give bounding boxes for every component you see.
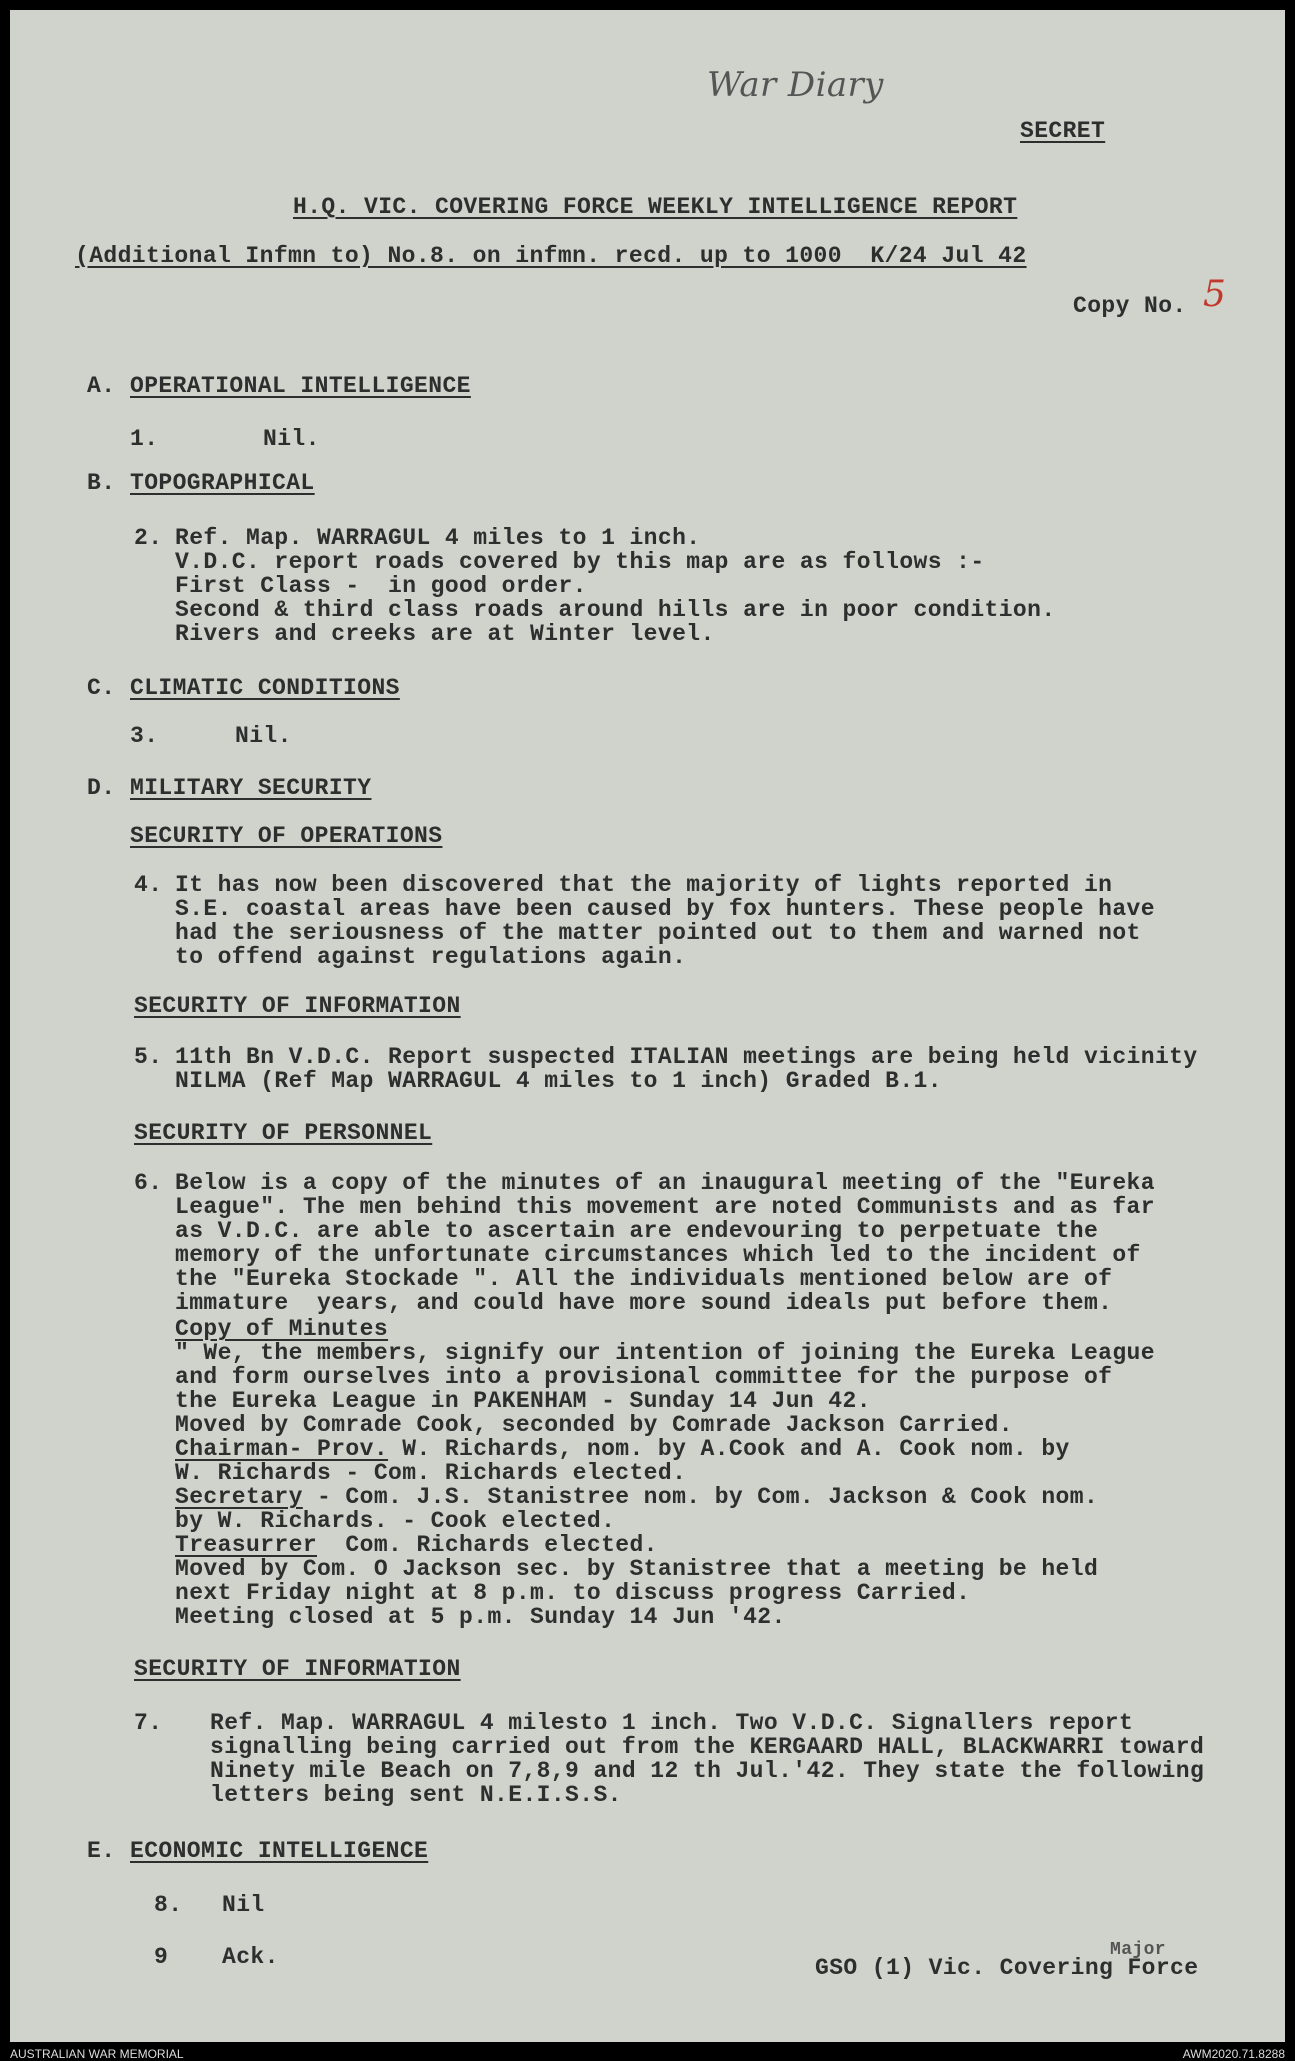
item-5-line: NILMA (Ref Map WARRAGUL 4 miles to 1 inch) Graded B.1. — [175, 1068, 942, 1094]
minutes-heading: Copy of Minutes — [175, 1316, 389, 1342]
copy-number: 5 — [1203, 274, 1227, 315]
item-2-line: First Class - in good order. — [175, 573, 587, 599]
item-4-number: 4. — [134, 872, 163, 898]
section-c-heading: CLIMATIC CONDITIONS — [130, 675, 400, 701]
section-d-letter: D. — [87, 775, 116, 801]
treasurer-text: Com. Richards elected. — [317, 1532, 658, 1558]
item-6-line: the "Eureka Stockade ". All the individuals mentioned below are of — [175, 1266, 1113, 1292]
item-5-line: 11th Bn V.D.C. Report suspected ITALIAN meetings are being held vicinity — [175, 1044, 1198, 1070]
minutes-line: and form ourselves into a provisional committee for the purpose of — [175, 1364, 1113, 1390]
item-7-line: letters being sent N.E.I.S.S. — [210, 1782, 622, 1808]
item-7-line: Ref. Map. WARRAGUL 4 milesto 1 inch. Two V.D.C. Signallers report — [210, 1710, 1134, 1736]
minutes-treasurer-line — [175, 1532, 658, 1558]
footer-right: AWM2020.71.8288 — [1182, 2047, 1285, 2061]
item-3-text: Nil. — [235, 723, 292, 749]
subheading-security-of-information: SECURITY OF INFORMATION — [134, 993, 461, 1019]
item-6-line: immature years, and could have more sound ideals put before them. — [175, 1290, 1113, 1316]
signature-block: GSO (1) Vic. Covering Force — [815, 1955, 1199, 1981]
minutes-line: Meeting closed at 5 p.m. Sunday 14 Jun '42. — [175, 1604, 786, 1630]
item-7-line: signalling being carried out from the KERGAARD HALL, BLACKWARRI toward — [210, 1734, 1205, 1760]
copy-label: Copy No. — [1073, 293, 1187, 319]
item-3-number: 3. — [130, 723, 159, 749]
item-6-line: as V.D.C. are able to ascertain are endevouring to perpetuate the — [175, 1218, 1099, 1244]
item-2-line: Second & third class roads around hills are in poor condition. — [175, 597, 1056, 623]
footer-left: AUSTRALIAN WAR MEMORIAL — [10, 2047, 184, 2061]
item-7-line: Ninety mile Beach on 7,8,9 and 12 th Jul.'42. They state the following — [210, 1758, 1205, 1784]
item-6-line: memory of the unfortunate circumstances which led to the incident of — [175, 1242, 1141, 1268]
minutes-line: Moved by Com. O Jackson sec. by Stanistree that a meeting be held — [175, 1556, 1099, 1582]
subheading-security-of-information-2: SECURITY OF INFORMATION — [134, 1656, 461, 1682]
section-a-letter: A. — [87, 373, 116, 399]
item-4-line: had the seriousness of the matter pointed out to them and warned not — [175, 920, 1141, 946]
minutes-line: W. Richards - Com. Richards elected. — [175, 1460, 687, 1486]
report-title: H.Q. VIC. COVERING FORCE WEEKLY INTELLIGENCE REPORT — [293, 194, 1018, 220]
item-9-number: 9 — [154, 1944, 169, 1970]
minutes-line: " We, the members, signify our intention of joining the Eureka League — [175, 1340, 1155, 1366]
chairman-text: W. Richards, nom. by A.Cook and A. Cook nom. by — [388, 1436, 1070, 1462]
treasurer-label: Treasurrer — [175, 1532, 318, 1558]
section-a-heading: OPERATIONAL INTELLIGENCE — [130, 373, 471, 399]
section-b-heading: TOPOGRAPHICAL — [130, 470, 315, 496]
item-4-line: S.E. coastal areas have been caused by fox hunters. These people have — [175, 896, 1155, 922]
classification-label: SECRET — [1020, 118, 1106, 144]
secretary-label: Secretary — [175, 1484, 303, 1510]
item-2-line: V.D.C. report roads covered by this map are as follows :- — [175, 549, 985, 575]
item-9-text: Ack. — [222, 1944, 279, 1970]
item-5-number: 5. — [134, 1044, 163, 1070]
subheading-security-of-personnel: SECURITY OF PERSONNEL — [134, 1120, 433, 1146]
minutes-line: Moved by Comrade Cook, seconded by Comrade Jackson Carried. — [175, 1412, 1013, 1438]
item-4-line: to offend against regulations again. — [175, 944, 687, 970]
item-6-line: League". The men behind this movement are noted Communists and as far — [175, 1194, 1155, 1220]
minutes-line: next Friday night at 8 p.m. to discuss progress Carried. — [175, 1580, 971, 1606]
document-page — [10, 10, 1285, 2042]
minutes-secretary-line — [175, 1484, 1098, 1510]
minutes-line: the Eureka League in PAKENHAM - Sunday 14 Jun 42. — [175, 1388, 871, 1414]
item-4-line: It has now been discovered that the majority of lights reported in — [175, 872, 1113, 898]
item-1-number: 1. — [130, 426, 159, 452]
section-e-heading: ECONOMIC INTELLIGENCE — [130, 1838, 429, 1864]
item-6-line: Below is a copy of the minutes of an inaugural meeting of the "Eureka — [175, 1170, 1155, 1196]
item-8-number: 8. — [154, 1892, 183, 1918]
section-b-letter: B. — [87, 470, 116, 496]
item-2-number: 2. — [134, 525, 163, 551]
section-e-letter: E. — [87, 1838, 116, 1864]
item-2-line: Rivers and creeks are at Winter level. — [175, 621, 715, 647]
item-2-line: Ref. Map. WARRAGUL 4 miles to 1 inch. — [175, 525, 701, 551]
handwritten-annotation: War Diary — [707, 65, 884, 105]
item-7-number: 7. — [134, 1710, 163, 1736]
signature-rank: Major — [1110, 1940, 1167, 1960]
section-c-letter: C. — [87, 675, 116, 701]
minutes-chairman-line — [175, 1436, 1070, 1462]
report-subtitle: (Additional Infmn to) No.8. on infmn. recd. up to 1000 K/24 Jul 42 — [75, 243, 1027, 269]
subheading-security-of-operations: SECURITY OF OPERATIONS — [130, 823, 443, 849]
minutes-line: by W. Richards. - Cook elected. — [175, 1508, 616, 1534]
section-d-heading: MILITARY SECURITY — [130, 775, 372, 801]
item-6-number: 6. — [134, 1170, 163, 1196]
item-8-text: Nil — [222, 1892, 265, 1918]
chairman-label: Chairman- Prov. — [175, 1436, 389, 1462]
item-1-text: Nil. — [263, 426, 320, 452]
secretary-text: - Com. J.S. Stanistree nom. by Com. Jackson & Cook nom. — [302, 1484, 1099, 1510]
